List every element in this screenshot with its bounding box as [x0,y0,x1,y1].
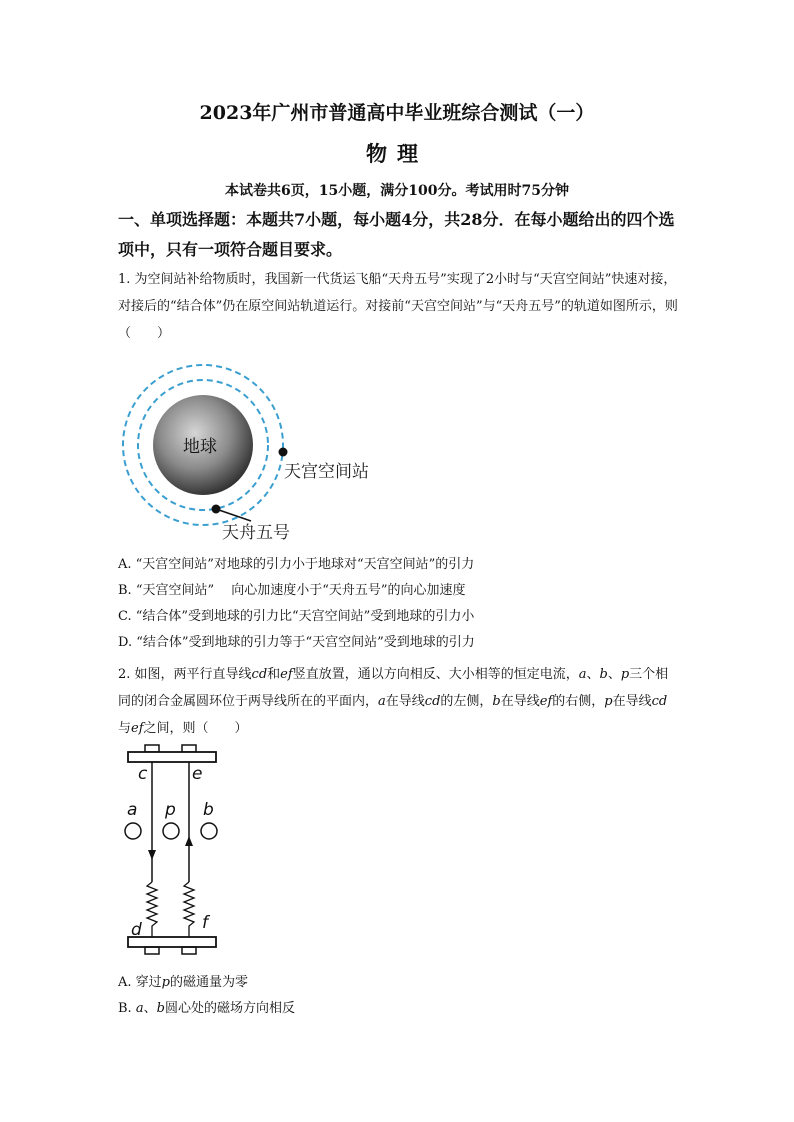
ring-b [201,823,217,839]
arrow-down [148,850,156,860]
question-2-stem: 2. 如图，两平行直导线cd和ef竖直放置，通以方向相反、大小相等的恒定电流，a、b、p三个相同的闭合金属圆环位于两导线所在的平面内，a在导线cd的左侧，b在导线ef的右侧，p在导线cd与ef之间，则（ ） [118,667,669,736]
label-p: p [165,800,176,820]
bottom-clamp-left [145,947,159,954]
exam-info: 本试卷共6页，15小题，满分100分。考试用时75分钟 [225,183,569,199]
spring-cd [147,882,157,937]
arrow-up [185,836,193,846]
option-a[interactable]: A. “天宫空间站”对地球的引力小于地球对“天宫空间站”的引力 [118,557,475,572]
ring-p [163,823,179,839]
earth-label: 地球 [183,437,217,457]
top-bar [128,752,216,762]
label-b: b [203,800,214,820]
q2-option-b[interactable]: B. a、b圆心处的磁场方向相反 [118,1001,295,1016]
option-c[interactable]: C. “结合体”受到地球的引力比“天宫空间站”受到地球的引力小 [118,609,475,624]
bottom-clamp-right [182,947,196,954]
label-d: d [131,920,142,940]
subject-title: 物理 [366,141,428,166]
question-1-stem: 1. 为空间站补给物质时，我国新一代货运飞船“天舟五号”实现了2小时与“天宫空间站”快速对接，对接后的“结合体”仍在原空间站轨道运行。对接前“天宫空间站”与“天舟五号”的轨道如图所示，则（ ） [118,272,678,341]
label-e: e [192,764,203,784]
option-b[interactable]: B. “天宫空间站” 向心加速度小于“天舟五号”的向心加速度 [118,583,466,598]
station-label: 天宫空间站 [284,462,369,482]
option-d[interactable]: D. “结合体”受到地球的引力等于“天宫空间站”受到地球的引力 [118,635,475,650]
exam-title: 2023年广州市普通高中毕业班综合测试（一） [199,102,595,124]
top-clamp-right [182,745,196,752]
wire-figure [118,742,228,967]
station-dot [279,448,288,457]
q2-option-a[interactable]: A. 穿过p的磁通量为零 [118,975,248,990]
ship-label: 天舟五号 [222,523,290,543]
top-clamp-left [145,745,159,752]
label-f: f [202,913,208,933]
label-a: a [127,800,138,820]
label-c: c [138,764,148,784]
ring-a [125,823,141,839]
orbit-figure [118,360,418,550]
section-heading: 一、单项选择题：本题共7小题，每小题4分，共28分．在每小题给出的四个选项中，只有一项符合题目要求。 [118,210,675,259]
spring-ef [184,882,194,937]
